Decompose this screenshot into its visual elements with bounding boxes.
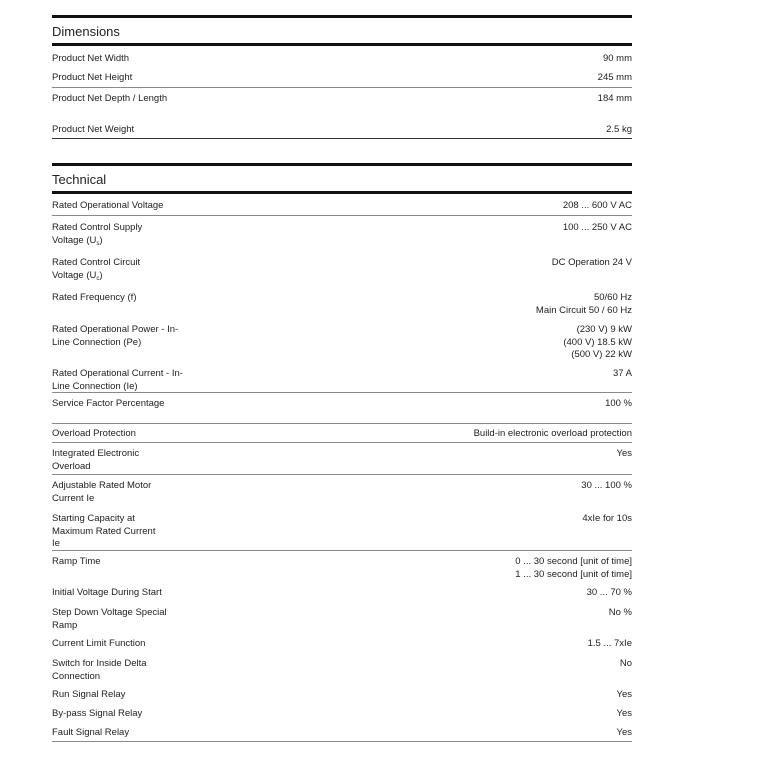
spec-row [52, 69, 632, 88]
spec-value: Yes [616, 727, 632, 738]
spec-row [52, 318, 632, 362]
spec-label: Product Net Weight [52, 124, 135, 135]
spec-value: 184 mm [597, 93, 632, 104]
spec-value: No [619, 658, 632, 669]
spec-label: Overload Protection [52, 428, 136, 439]
spec-value: Yes [616, 448, 632, 459]
spec-label: Adjustable Rated Motor Current Ie [52, 480, 152, 504]
spec-row [52, 362, 632, 393]
spec-row [52, 443, 632, 475]
spec-row [52, 507, 632, 551]
spec-label: Product Net Height [52, 72, 133, 83]
technical-section [52, 163, 632, 742]
spec-value: (230 V) 9 kW (400 V) 18.5 kW (500 V) 22 kW [563, 324, 632, 360]
dimensions-section [52, 15, 632, 139]
spec-label: Rated Control Supply Voltage $(U_s)$ [52, 222, 143, 247]
spec-label: Switch for Inside Delta Connection [52, 658, 147, 682]
spec-row [52, 197, 632, 216]
spec-value: DC Operation 24 V [551, 257, 632, 268]
spec-value: 90 mm [602, 53, 632, 64]
spec-value: 0 ... 30 second [unit of time] 1 ... 30 second [unit of time] [515, 556, 632, 580]
spec-row [52, 50, 632, 69]
spec-row [52, 286, 632, 318]
spec-row [52, 251, 632, 286]
spec-row [52, 216, 632, 251]
spec-row [52, 583, 632, 602]
spec-label: Starting Capacity at Maximum Rated Current Ie [52, 513, 156, 549]
spec-label: Integrated Electronic Overload [52, 448, 140, 472]
spec-row [52, 723, 632, 742]
spec-label: Ramp Time [52, 556, 101, 567]
section-header [52, 163, 632, 194]
spec-value: 30 ... 70 % [586, 587, 632, 598]
spec-label: Product Net Width [52, 53, 130, 64]
spec-value: 208 ... 600 V AC [562, 200, 632, 211]
spec-value: Build-in electronic overload protection [473, 428, 632, 439]
spec-row [52, 120, 632, 139]
spec-label: By-pass Signal Relay [52, 708, 143, 719]
spec-value: 37 A [612, 368, 632, 379]
spec-row [52, 475, 632, 507]
spec-label: Product Net Depth / Length [52, 93, 168, 104]
spec-value: 30 ... 100 % [581, 480, 632, 491]
spec-value: 4xIe for 10s [582, 513, 632, 524]
spec-value: Yes [616, 689, 632, 700]
section-title: Technical [52, 172, 107, 187]
spec-label: Fault Signal Relay [52, 727, 130, 738]
spec-label: Step Down Voltage Special Ramp [52, 607, 167, 631]
spec-label: Rated Control Circuit Voltage $(U_c)$ [52, 257, 141, 282]
spec-label: Rated Operational Power - In-Line Connection (Pe) [52, 324, 179, 348]
spec-row [52, 685, 632, 704]
spec-row [52, 424, 632, 443]
spec-label: Service Factor Percentage [52, 398, 165, 409]
spec-value: 50/60 Hz Main Circuit 50 / 60 Hz [535, 292, 632, 316]
spec-value: No % [608, 607, 632, 618]
section-title: Dimensions [52, 24, 120, 39]
spec-row [52, 634, 632, 653]
spec-label: Rated Operational Current - In-Line Connection (Ie) [52, 368, 183, 392]
spec-value: 245 mm [597, 72, 632, 83]
section-header [52, 15, 632, 46]
spec-row [52, 653, 632, 685]
spec-value: 1.5 ... 7xIe [587, 638, 632, 649]
spec-row [52, 704, 632, 723]
spec-value: Yes [616, 708, 632, 719]
spec-label: Initial Voltage During Start [52, 587, 162, 598]
spec-value: 2.5 kg [606, 124, 632, 135]
spec-row [52, 393, 632, 424]
spec-label: Current Limit Function [52, 638, 146, 649]
spec-value: 100 ... 250 V AC [562, 222, 632, 233]
spec-label: Rated Frequency (f) [52, 292, 137, 303]
spec-label: Rated Operational Voltage [52, 200, 164, 211]
spec-row [52, 602, 632, 634]
spec-row [52, 88, 632, 120]
spec-row [52, 551, 632, 583]
spec-value: 100 % [605, 398, 632, 409]
spec-label: Run Signal Relay [52, 689, 126, 700]
